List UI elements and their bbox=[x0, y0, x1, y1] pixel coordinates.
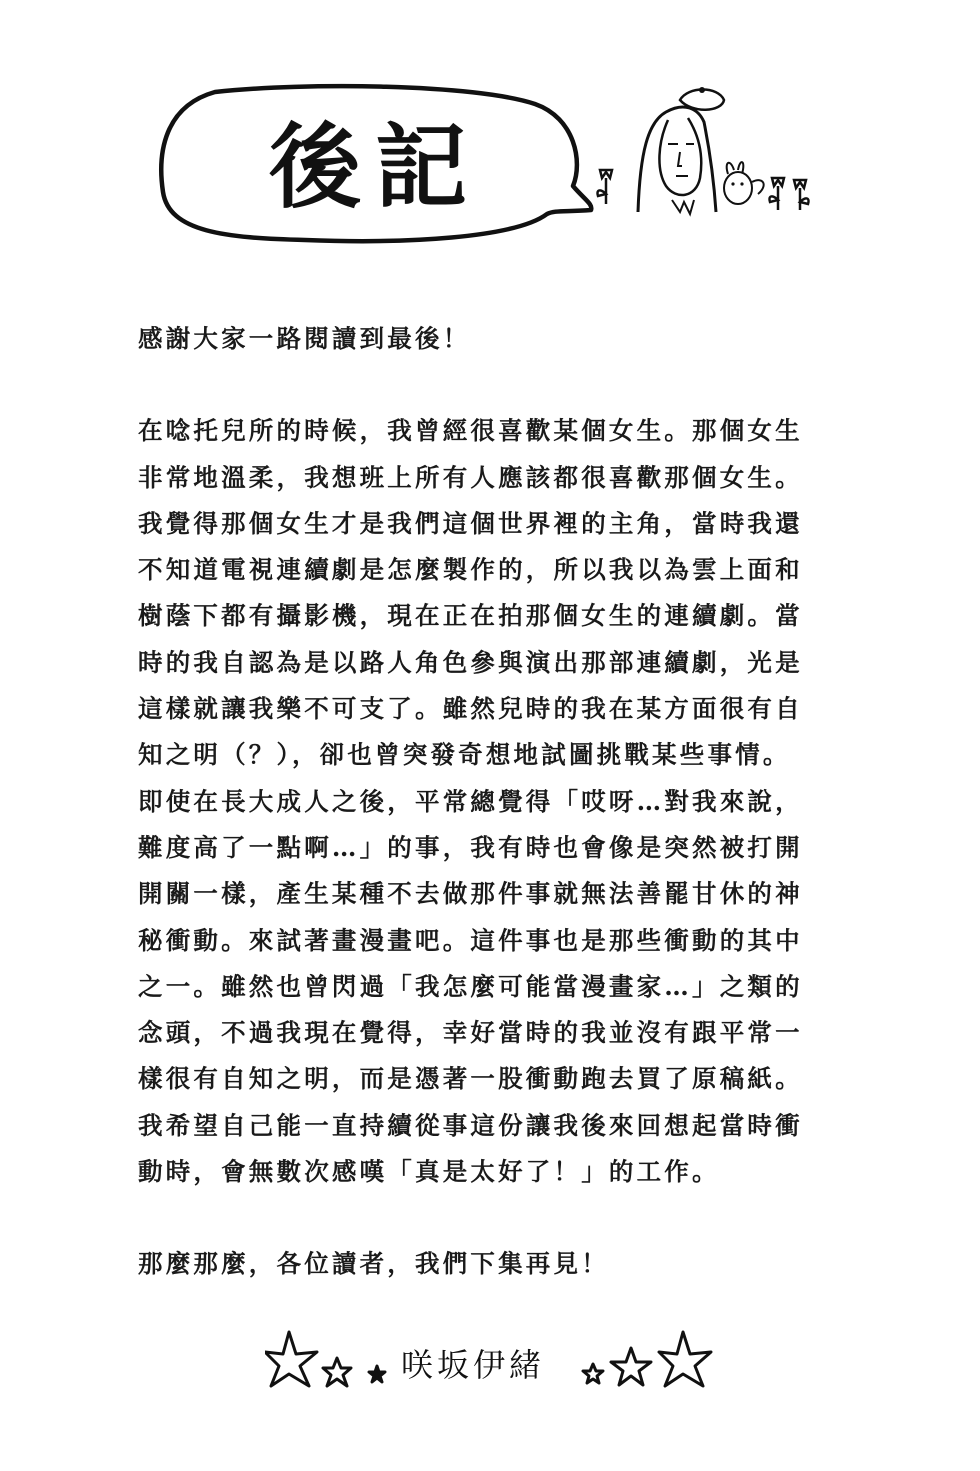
main-line: 時的我自認為是以路人角色參與演出那部連續劇，光是 bbox=[138, 647, 803, 677]
main-line: 難度高了一點啊…」的事，我有時也會像是突然被打開 bbox=[138, 832, 803, 862]
main-line: 秘衝動。來試著畫漫畫吧。這件事也是那些衝動的其中 bbox=[138, 925, 803, 955]
header bbox=[0, 0, 980, 280]
author-signature: 咲坂伊緒 bbox=[401, 1346, 546, 1384]
main-line: 開關一樣，產生某種不去做那件事就無法善罷甘休的神 bbox=[138, 879, 803, 909]
main-line: 樹蔭下都有攝影機，現在正在拍那個女生的連續劇。當 bbox=[138, 601, 803, 631]
main-line: 知之明（？），卻也曾突發奇想地試圖挑戰某些事情。 bbox=[138, 740, 791, 770]
main-line: 即使在長大成人之後，平常總覺得「哎呀…對我來說， bbox=[138, 786, 803, 816]
afterword-body bbox=[138, 316, 838, 1288]
intro-paragraph: 感謝大家一路閱讀到最後！ bbox=[138, 324, 471, 353]
signature bbox=[265, 1322, 715, 1402]
main-line: 我希望自己能一直持續從事這份讓我後來回想起當時衝 bbox=[138, 1110, 803, 1140]
main-line: 我覺得那個女生才是我們這個世界裡的主角，當時我還 bbox=[138, 508, 803, 538]
main-line: 這樣就讓我樂不可支了。雖然兒時的我在某方面很有自 bbox=[138, 694, 803, 724]
main-line: 樣很有自知之明，而是憑著一股衝動跑去買了原稿紙。 bbox=[138, 1064, 803, 1094]
self-portrait-doodle-icon bbox=[588, 82, 828, 232]
main-line: 動時，會無數次感嘆「真是太好了！」的工作。 bbox=[138, 1157, 720, 1187]
main-line: 念頭，不過我現在覺得，幸好當時的我並沒有跟平常一 bbox=[138, 1018, 803, 1048]
main-line: 非常地溫柔，我想班上所有人應該都很喜歡那個女生。 bbox=[138, 462, 803, 492]
main-paragraph bbox=[138, 408, 838, 1195]
main-line: 在唸托兒所的時候，我曾經很喜歡某個女生。那個女生 bbox=[138, 416, 803, 446]
page-title: 後記 bbox=[268, 113, 481, 221]
main-line: 不知道電視連續劇是怎麼製作的，所以我以為雲上面和 bbox=[138, 555, 803, 585]
closing-paragraph: 那麼那麼，各位讀者，我們下集再見！ bbox=[138, 1249, 609, 1279]
main-line: 之一。雖然也曾閃過「我怎麼可能當漫畫家…」之類的 bbox=[138, 971, 803, 1001]
